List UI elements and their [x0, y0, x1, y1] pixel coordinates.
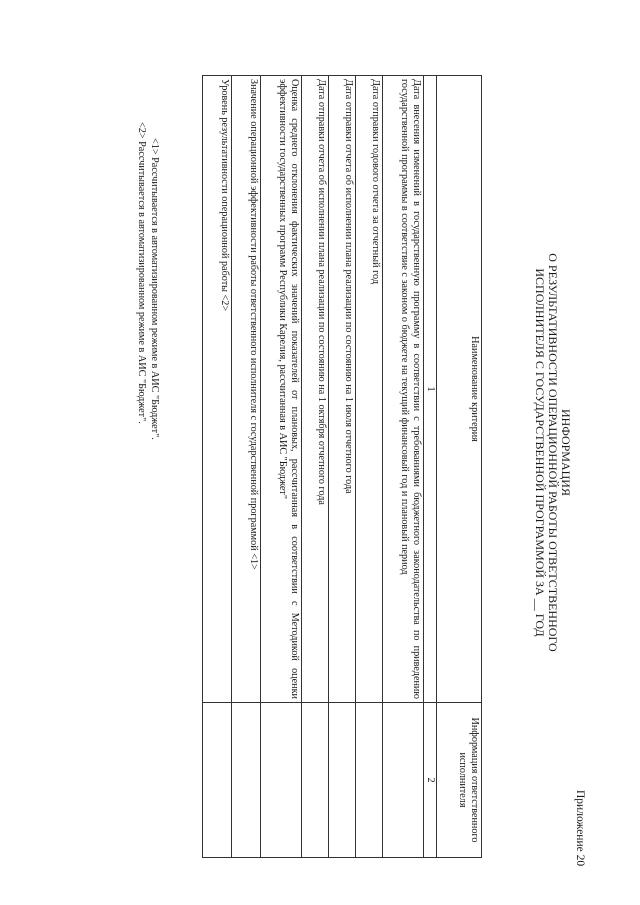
title-line-2: О РЕЗУЛЬТАТИВНОСТИ ОПЕРАЦИОННОЙ РАБОТЫ ОТВЕТСТВЕННОГО: [546, 253, 560, 652]
criterion-cell: Дата внесения изменений в государственную программу в соответствии с требованиями бюджетного законодательства по приведению государственной программы в соответствие с законом о бюджете на текущий финансовый год и плановый период: [383, 76, 424, 703]
value-cell[interactable]: [302, 703, 329, 858]
value-cell[interactable]: [232, 703, 261, 858]
criterion-cell: Значение операционной эффективности работы ответственного исполнителя с государственной программой <1>: [232, 76, 261, 703]
table-row: [261, 76, 302, 858]
title-line-3: ИСПОЛНИТЕЛЯ С ГОСУДАРСТВЕННОЙ ПРОГРАММОЙ ЗА __ ГОД: [533, 268, 547, 637]
value-cell[interactable]: [329, 703, 356, 858]
footnote-1: <1> Рассчитывается в автоматизированном режиме в АИС "Бюджет".: [149, 138, 160, 440]
title-line-1: ИНФОРМАЦИЯ: [559, 409, 573, 496]
table-row: [383, 76, 424, 858]
document-title: [533, 0, 572, 905]
footnotes: [135, 86, 161, 440]
value-cell[interactable]: [356, 703, 383, 858]
header-criterion-name: Наименование критерия: [437, 76, 482, 703]
criterion-cell: Дата отправки отчета об исполнении плана реализации по состоянию на 1 июля отчетного года: [329, 76, 356, 703]
criterion-cell: Дата отправки годового отчета за отчетный год: [356, 76, 383, 703]
column-number-2: 2: [424, 703, 437, 858]
column-number-row: [424, 76, 437, 858]
appendix-label: Приложение 20: [574, 790, 586, 867]
value-cell[interactable]: [383, 703, 424, 858]
criterion-cell: Оценка среднего отклонения фактических значений показателей от плановых, рассчитанная в соответствии с Методикой оценки эффективности государственных программ Республики Карелия, рассчитанная в АИС "Бюджет": [261, 76, 302, 703]
table-row: [302, 76, 329, 858]
table-row: [232, 76, 261, 858]
footnote-2: <2> Рассчитывается в автоматизированном режиме в АИС "Бюджет".: [136, 122, 147, 424]
column-number-1: 1: [424, 76, 437, 703]
table-row: [203, 76, 232, 858]
header-executor-info: Информация ответственного исполнителя: [437, 703, 482, 858]
criteria-table: [202, 75, 482, 858]
header-row: [437, 76, 482, 858]
table-row: [329, 76, 356, 858]
value-cell[interactable]: [261, 703, 302, 858]
criterion-cell: Дата отправки отчета об исполнении плана реализации по состоянию на 1 октября отчетного года: [302, 76, 329, 703]
criterion-cell: Уровень результативности операционной работы <2>: [203, 76, 232, 703]
value-cell[interactable]: [203, 703, 232, 858]
table-row: [356, 76, 383, 858]
